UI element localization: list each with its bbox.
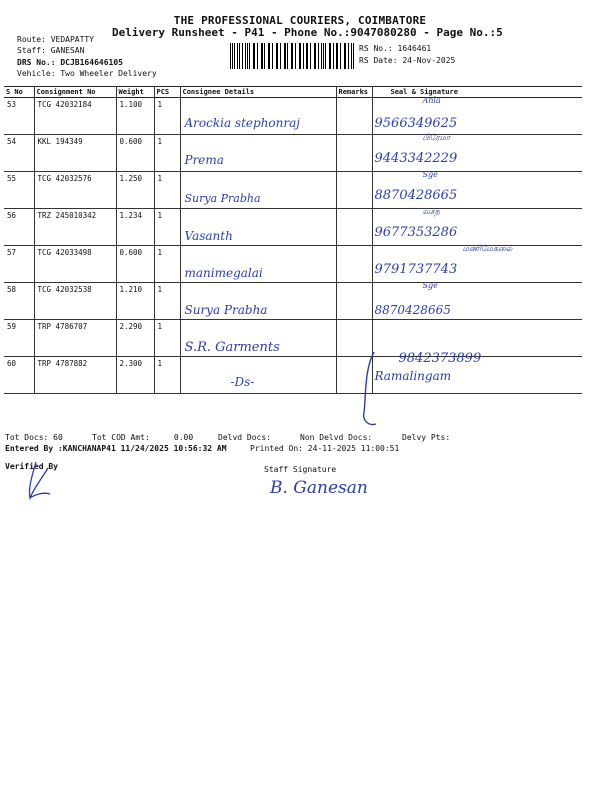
barcode-bar <box>340 43 341 69</box>
table-row <box>4 209 582 246</box>
remarks-cell <box>336 98 372 135</box>
remarks-cell <box>336 283 372 320</box>
table-row <box>4 320 582 357</box>
consignee-handwriting: -Ds- <box>230 375 255 389</box>
signature-mark: மணிமேகலை <box>462 244 513 253</box>
rs-number: RS No.: 1646461 <box>359 44 432 53</box>
consignee-handwriting: Surya Prabha <box>184 303 268 317</box>
col-pcs: PCS <box>154 87 180 98</box>
consignee-cell <box>180 357 336 394</box>
verified-by-label: Verified By <box>5 462 58 471</box>
signature-cell <box>372 135 582 172</box>
signature-mark: பிரேமா <box>422 133 451 142</box>
consignment-cell: TCG 42032538 <box>34 283 116 320</box>
signature-phone: 9443342229 <box>374 151 458 166</box>
table-row <box>4 283 582 320</box>
weight-cell: 2.290 <box>116 320 154 357</box>
barcode <box>230 43 355 69</box>
signature-mark: Ramalingam <box>374 369 452 383</box>
signature-mark: Sge <box>422 170 438 179</box>
consignee-handwriting: S.R. Garments <box>184 340 280 355</box>
non-delivered-docs: Non Delvd Docs: <box>300 433 373 442</box>
consignment-cell: TRZ 245010342 <box>34 209 116 246</box>
consignee-handwriting: Surya Prabha <box>184 192 261 205</box>
signature-cell <box>372 283 582 320</box>
consignment-cell: TCG 42032184 <box>34 98 116 135</box>
delivery-points: Delvy Pts: <box>402 433 451 442</box>
table-row <box>4 135 582 172</box>
staff-signature: B. Ganesan <box>270 478 368 498</box>
signature-mark: Sge <box>422 281 438 290</box>
consignment-cell: KKL 194349 <box>34 135 116 172</box>
barcode-bar <box>330 43 331 69</box>
vehicle-label: Vehicle: Two Wheeler Delivery <box>17 69 157 78</box>
company-name: THE PROFESSIONAL COURIERS, COIMBATORE <box>173 14 427 27</box>
pcs-cell: 1 <box>154 209 180 246</box>
remarks-cell <box>336 209 372 246</box>
barcode-bar <box>249 43 250 69</box>
consignment-cell: TRP 4786707 <box>34 320 116 357</box>
barcode-bar <box>272 43 273 69</box>
consignment-cell: TCG 42032576 <box>34 172 116 209</box>
sno-cell: 59 <box>4 320 34 357</box>
barcode-bar <box>277 43 278 69</box>
barcode-bar <box>323 43 324 69</box>
barcode-bar <box>230 43 231 69</box>
bracket-mark <box>360 350 380 430</box>
consignee-handwriting: Arockia stephonraj <box>184 116 300 130</box>
runsheet-table <box>4 86 582 394</box>
remarks-cell <box>336 135 372 172</box>
barcode-bar <box>264 43 265 69</box>
consignee-cell <box>180 246 336 283</box>
sno-cell: 55 <box>4 172 34 209</box>
table-row <box>4 98 582 135</box>
pcs-cell: 1 <box>154 246 180 283</box>
consignee-cell <box>180 320 336 357</box>
barcode-bar <box>239 43 240 69</box>
col-weight: Weight <box>116 87 154 98</box>
weight-cell: 0.600 <box>116 135 154 172</box>
signature-phone: 8870428665 <box>374 188 458 203</box>
barcode-bar <box>310 43 311 69</box>
rs-date: RS Date: 24-Nov-2025 <box>359 56 456 65</box>
remarks-cell <box>336 246 372 283</box>
weight-cell: 1.210 <box>116 283 154 320</box>
total-cod: Tot COD Amt: 0.00 <box>92 433 194 442</box>
signature-cell <box>372 172 582 209</box>
consignee-cell <box>180 209 336 246</box>
barcode-bar <box>253 43 254 69</box>
signature-mark: Anla <box>422 96 441 105</box>
weight-cell: 1.234 <box>116 209 154 246</box>
sno-cell: 60 <box>4 357 34 394</box>
signature-phone: 9566349625 <box>374 116 458 131</box>
weight-cell: 0.600 <box>116 246 154 283</box>
consignee-handwriting: Vasanth <box>184 229 233 243</box>
verified-signature <box>22 458 52 502</box>
consignee-handwriting: Prema <box>184 153 224 167</box>
col-remarks: Remarks <box>336 87 372 98</box>
signature-phone: 9842373899 <box>398 351 482 366</box>
total-docs: Tot Docs: 60 <box>5 433 63 442</box>
col-sno: S No <box>4 87 34 98</box>
sno-cell: 53 <box>4 98 34 135</box>
barcode-bar <box>280 43 281 69</box>
pcs-cell: 1 <box>154 357 180 394</box>
consignment-cell: TCG 42033498 <box>34 246 116 283</box>
pcs-cell: 1 <box>154 135 180 172</box>
pcs-cell: 1 <box>154 98 180 135</box>
sno-cell: 58 <box>4 283 34 320</box>
table-header-row <box>4 87 582 98</box>
sno-cell: 54 <box>4 135 34 172</box>
col-signature: Seal & Signature <box>372 87 582 98</box>
remarks-cell <box>336 172 372 209</box>
table-row <box>4 246 582 283</box>
signature-cell <box>372 351 582 394</box>
runsheet-subtitle: Delivery Runsheet - P41 - Phone No.:9047080280 - Page No.:5 <box>112 26 503 39</box>
sno-cell: 56 <box>4 209 34 246</box>
barcode-bar <box>307 43 308 69</box>
consignment-cell: TRP 4787882 <box>34 357 116 394</box>
consignee-handwriting: manimegalai <box>184 266 263 280</box>
table-row <box>4 357 582 394</box>
weight-cell: 1.100 <box>116 98 154 135</box>
pcs-cell: 1 <box>154 172 180 209</box>
col-consignee: Consignee Details <box>180 87 336 98</box>
drs-number: DRS No.: DCJB164646105 <box>17 58 123 67</box>
route-label: Route: VEDAPATTY <box>17 35 95 44</box>
barcode-bar <box>299 43 300 69</box>
printed-on: Printed On: 24-11-2025 11:00:51 <box>250 444 400 453</box>
staff-label: Staff: GANESAN <box>17 46 85 55</box>
signature-phone: 8870428665 <box>374 303 451 317</box>
signature-cell <box>372 98 582 135</box>
signature-phone: 9677353286 <box>374 225 458 240</box>
barcode-bar <box>237 43 238 69</box>
col-consignment: Consignment No <box>34 87 116 98</box>
barcode-bar <box>292 43 293 69</box>
entered-by: Entered By :KANCHANAP41 11/24/2025 10:56:32 AM <box>5 444 227 453</box>
pcs-cell: 1 <box>154 320 180 357</box>
barcode-bar <box>315 43 316 69</box>
table-row <box>4 172 582 209</box>
weight-cell: 2.300 <box>116 357 154 394</box>
consignee-cell <box>180 98 336 135</box>
delivered-docs: Delvd Docs: <box>218 433 271 442</box>
signature-mark: வசந் <box>422 207 440 216</box>
barcode-bar <box>257 43 258 69</box>
barcode-bar <box>291 43 292 69</box>
signature-phone: 9791737743 <box>374 262 458 277</box>
staff-signature-label: Staff Signature <box>264 465 337 474</box>
signature-cell <box>372 246 582 283</box>
weight-cell: 1.250 <box>116 172 154 209</box>
barcode-bar <box>337 43 338 69</box>
barcode-bar <box>348 43 349 69</box>
consignee-cell <box>180 135 336 172</box>
pcs-cell: 1 <box>154 283 180 320</box>
consignee-cell <box>180 172 336 209</box>
signature-cell <box>372 209 582 246</box>
consignee-cell <box>180 283 336 320</box>
sno-cell: 57 <box>4 246 34 283</box>
